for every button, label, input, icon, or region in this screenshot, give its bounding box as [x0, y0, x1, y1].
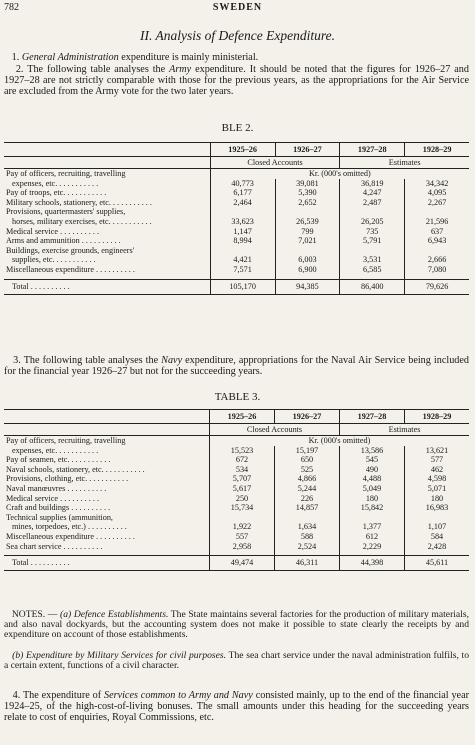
page-number: 782: [4, 2, 19, 13]
year-header: 1925–26: [210, 410, 275, 424]
table-3-title: TABLE 3.: [214, 391, 261, 403]
table-row: expenses, etc. . . . 15,523 15,197 13,586 13,621: [4, 446, 469, 456]
navy-expenditure-table: [4, 409, 469, 571]
group-header: Closed Accounts: [210, 424, 340, 436]
unit-label: Kr. (000's omitted): [210, 436, 469, 446]
group-header: Closed Accounts: [210, 157, 340, 169]
total-row: Total . . . 49,474 46,311 44,398 45,611: [4, 556, 469, 571]
table-row: Sea chart service . . . 2,958 2,524 2,229 2,428: [4, 542, 469, 552]
table-row: Arms and ammunition . . . 8,994 7,021 5,791 6,943: [4, 236, 469, 246]
total-row: Total . . . 105,170 94,385 86,400 79,626: [4, 279, 469, 294]
year-header: 1928–29: [404, 410, 469, 424]
paragraph-3: 3. The following table analyses the Navy expenditure, appropriations for the Naval Air Service being included for the financial year 1926–27 but not for the succeeding years.: [4, 355, 469, 377]
table-row: mines, torpedoes, etc.) . . . 1,922 1,634 1,377 1,107: [4, 522, 469, 532]
running-header: [4, 2, 471, 14]
year-header: 1926–27: [275, 143, 340, 157]
table-row: Pay of seamen, etc. . . . 672 650 545 577: [4, 455, 469, 465]
running-title: SWEDEN: [212, 2, 263, 13]
table-row: Pay of troops, etc. . . . 6,177 5,390 4,247 4,095: [4, 188, 469, 198]
notes-b: (b) Expenditure by Military Services for civil purposes. The sea chart service under the naval administration fulfils, to a certain extent, functions of a civil character.: [4, 650, 470, 671]
table-row: Miscellaneous expenditure . . . 7,571 6,900 6,585 7,080: [4, 265, 469, 275]
table-row: Medical service . . . 1,147 799 735 637: [4, 227, 469, 237]
row-label: Provisions, quartermasters' supplies,: [6, 207, 126, 217]
year-header: 1928–29: [405, 143, 469, 157]
group-header: Estimates: [339, 424, 469, 436]
table-2-title: BLE 2.: [221, 122, 254, 134]
table-row: Military schools, stationery, etc. . . . 2,464 2,652 2,487 2,267: [4, 198, 469, 208]
table-row: supplies, etc. . . . 4,421 6,003 3,531 2,666: [4, 255, 469, 265]
table-row: Craft and buildings . . . 15,734 14,857 15,842 16,983: [4, 503, 469, 513]
table-row: Naval schools, stationery, etc. . . . 534 525 490 462: [4, 465, 469, 475]
row-label: Buildings, exercise grounds, engineers': [6, 245, 135, 255]
year-header: 1925–26: [210, 143, 275, 157]
table-row: horses, military exercises, etc. . . . 33,623 26,539 26,205 21,596: [4, 217, 469, 227]
section-title: II. Analysis of Defence Expenditure.: [140, 28, 335, 43]
table-row: expenses, etc. . . . 40,773 39,081 36,819 34,342: [4, 179, 469, 189]
row-label: Pay of officers, recruiting, travelling: [6, 436, 126, 445]
army-expenditure-table: [4, 142, 469, 295]
paragraph-4: 4. The expenditure of Services common to Army and Navy consisted mainly, up to the end of the financial year 1924–25, of the high-cost-of-living bonuses. The small amounts under this heading for the succeeding years relate to cost of enquiries, Royal Commissions, etc.: [4, 690, 469, 723]
year-header: 1927–28: [340, 143, 405, 157]
unit-label: Kr. (000's omitted): [210, 169, 469, 179]
table-row: Naval manœuvres . . . 5,617 5,244 5,049 5,071: [4, 484, 469, 494]
table-row: Medical service . . . 250 226 180 180: [4, 494, 469, 504]
paragraph-2: 2. The following table analyses the Army expenditure. It should be noted that the figures for 1926–27 and 1927–28 are not strictly comparable with those for the previous years, as the appropriations for the Air Service are excluded from the Army vote for the two later years.: [4, 64, 469, 97]
table-row: Miscellaneous expenditure . . . 557 588 612 584: [4, 532, 469, 542]
group-header: Estimates: [340, 157, 469, 169]
row-label: Technical supplies (ammunition,: [6, 512, 113, 522]
year-header: 1927–28: [339, 410, 404, 424]
year-header: 1926–27: [275, 410, 340, 424]
paragraph-1: 1. General Administration expenditure is mainly ministerial.: [11, 52, 259, 63]
notes-a: NOTES. — (a) Defence Establishments. The State maintains several factories for the production of military materials, and also naval dockyards, but the accounting system does not make it possible to state clearly the receipts by and expenditure on account of those establishments.: [4, 609, 469, 640]
row-label: Pay of officers, recruiting, travelling: [6, 169, 126, 178]
table-row: Provisions, clothing, etc. . . . 5,707 4,866 4,488 4,598: [4, 474, 469, 484]
